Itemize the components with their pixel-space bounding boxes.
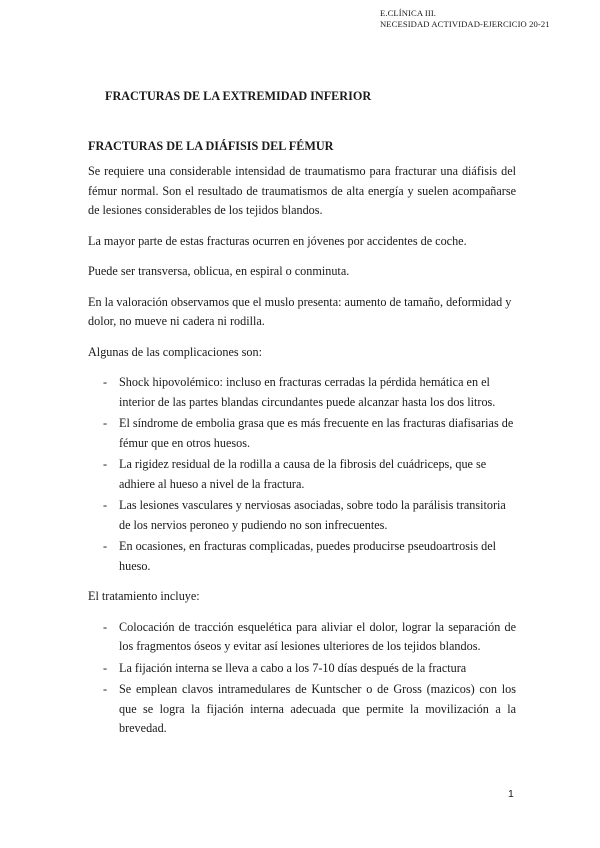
list-item: - El síndrome de embolia grasa que es más frecuente en las fracturas diafisarias de fémur que en otros huesos.: [88, 414, 516, 453]
page-header: [380, 8, 550, 30]
document-title: FRACTURAS DE LA EXTREMIDAD INFERIOR: [105, 89, 372, 103]
list-item: - Se emplean clavos intramedulares de Kuntscher o de Gross (mazicos) con los que se logra la fijación interna adecuada que permite la movilización a la brevedad.: [88, 680, 516, 739]
paragraph-types: Puede ser transversa, oblicua, en espiral o conminuta.: [88, 264, 350, 278]
header-course-line: E.CLÍNICA III.: [380, 8, 437, 18]
header-subject-line: NECESIDAD ACTIVIDAD-EJERCICIO 20-21: [380, 19, 550, 29]
treatment-list: [88, 618, 516, 739]
treatment-intro: El tratamiento incluye:: [88, 589, 200, 603]
document-body: [88, 136, 516, 750]
list-item: - Shock hipovolémico: incluso en fracturas cerradas la pérdida hemática en el interior de las partes blandas circundantes puede alcanzar hasta los dos litros.: [88, 373, 516, 412]
page-number: 1: [508, 788, 514, 800]
paragraph-incidence: La mayor parte de estas fracturas ocurren en jóvenes por accidentes de coche.: [88, 233, 467, 248]
list-item: - La fijación interna se lleva a cabo a los 7-10 días después de la fractura: [88, 659, 516, 679]
list-item: - Las lesiones vasculares y nerviosas asociadas, sobre todo la parálisis transitoria de los nervios peroneo y pudiendo no son infrecuentes.: [88, 496, 516, 535]
section-title: FRACTURAS DE LA DIÁFISIS DEL FÉMUR: [88, 139, 334, 153]
complications-list: [88, 373, 516, 576]
list-item: - Colocación de tracción esquelética para aliviar el dolor, lograr la separación de los fragmentos óseos y evitar así lesiones ulteriores de los tejidos blandos.: [88, 618, 516, 657]
paragraph-assessment: En la valoración observamos que el muslo presenta: aumento de tamaño, deformidad y dolor, no mueve ni cadera ni rodilla.: [88, 294, 512, 328]
list-item: - En ocasiones, en fracturas complicadas, puedes producirse pseudoartrosis del hueso.: [88, 537, 516, 576]
paragraph-intro: Se requiere una considerable intensidad de traumatismo para fracturar una diáfisis del fémur normal. Son el resultado de traumatismos de alta energía y suelen acompañarse de lesiones considerables de los tejidos blandos.: [88, 164, 516, 217]
list-item: - La rigidez residual de la rodilla a causa de la fibrosis del cuádriceps, que se adhiere al hueso a nivel de la fractura.: [88, 455, 516, 494]
complications-intro: Algunas de las complicaciones son:: [88, 344, 262, 359]
